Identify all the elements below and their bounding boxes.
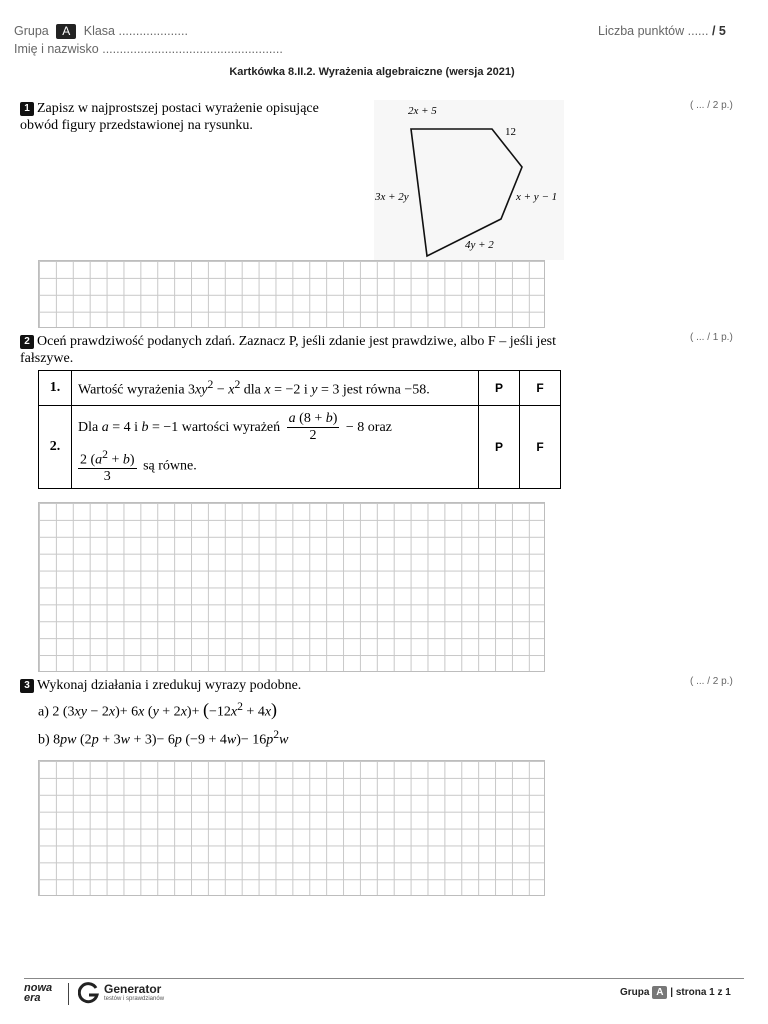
statement-2: Dla a = 4 i b = −1 wartości wyrażeń $\frac{a (8 + b)}{2}$ − 8 oraz $\frac{2 (a^2 + b)}{3}$ są równe.: [72, 406, 479, 489]
table-row: [39, 371, 561, 406]
footer-group-badge: A: [652, 986, 667, 999]
false-option-1[interactable]: F: [520, 371, 561, 406]
answer-grid-2[interactable]: [38, 502, 545, 672]
statement-1: Wartość wyrażenia $3xy^2 - x^2$ dla x = −2 i y = 3 jest równa −58.: [72, 371, 479, 406]
generator-sub: testów i sprawdzianów: [104, 996, 165, 1002]
class-label: Klasa ....................: [83, 24, 188, 38]
generator-brand: Generator: [104, 982, 162, 996]
false-option-2[interactable]: F: [520, 406, 561, 489]
row-number: 1.: [39, 371, 72, 406]
header-group: [14, 24, 188, 39]
page-title: Kartkówka 8.II.2. Wyrażenia algebraiczne (wersja 2021): [229, 66, 515, 78]
task2-points: ( ... / 1 p.): [690, 332, 733, 343]
points-summary: [598, 24, 726, 38]
label-right-top: 12: [505, 126, 516, 138]
answer-grid-3[interactable]: [38, 760, 545, 896]
task1-points: ( ... / 2 p.): [690, 100, 733, 111]
footer-page-info: [620, 986, 731, 999]
task3-points: ( ... / 2 p.): [690, 676, 733, 687]
footer-divider: [24, 978, 744, 979]
group-badge: A: [56, 24, 76, 39]
label-bottom: 4y + 2: [465, 239, 494, 251]
task3-number: 3: [20, 679, 34, 693]
task3-text-block: [20, 677, 540, 694]
label-top: 2x + 5: [408, 105, 437, 117]
footer-page-label: | strona 1 z 1: [670, 987, 731, 998]
task1-number: 1: [20, 102, 34, 116]
pentagon-figure: [370, 98, 570, 263]
table-row: [39, 406, 561, 489]
task2-text: Oceń prawdziwość podanych zdań. Zaznacz P, jeśli zdanie jest prawdziwe, albo F – jeśli jest fałszywe.: [20, 334, 556, 366]
task2-text-block: [20, 333, 565, 367]
answer-grid-1[interactable]: [38, 260, 545, 328]
logo-separator: [68, 983, 69, 1005]
task2-number: 2: [20, 335, 34, 349]
group-label: Grupa: [14, 24, 49, 38]
task1-text-block: [20, 100, 340, 134]
generator-g-icon: [78, 982, 100, 1004]
points-label: Liczba punktów ......: [598, 24, 709, 38]
task3-item-b: b) 8pw (2p + 3w + 3)− 6p $(-9 + 4w)- 16p^2w$: [38, 728, 289, 748]
true-option-2[interactable]: P: [479, 406, 520, 489]
task3-item-a: a) 2 (3xy − 2x)+ 6x $(y + 2x)+ (-12x^2 + 4x)$: [38, 699, 278, 720]
nowa-era-logo: nowa era: [24, 982, 53, 1004]
true-false-table: [38, 370, 561, 489]
label-right: x + y − 1: [516, 191, 558, 203]
name-label: Imię i nazwisko ....................................................: [14, 42, 283, 56]
true-option-1[interactable]: P: [479, 371, 520, 406]
task3-text: Wykonaj działania i zredukuj wyrazy podobne.: [37, 678, 302, 693]
points-total: / 5: [711, 24, 726, 38]
label-left: 3x + 2y: [375, 191, 409, 203]
footer-group-label: Grupa: [620, 987, 650, 998]
row-number: 2.: [39, 406, 72, 489]
task1-text: Zapisz w najprostszej postaci wyrażenie opisujące obwód figury przedstawionej na rysunku.: [20, 101, 319, 133]
